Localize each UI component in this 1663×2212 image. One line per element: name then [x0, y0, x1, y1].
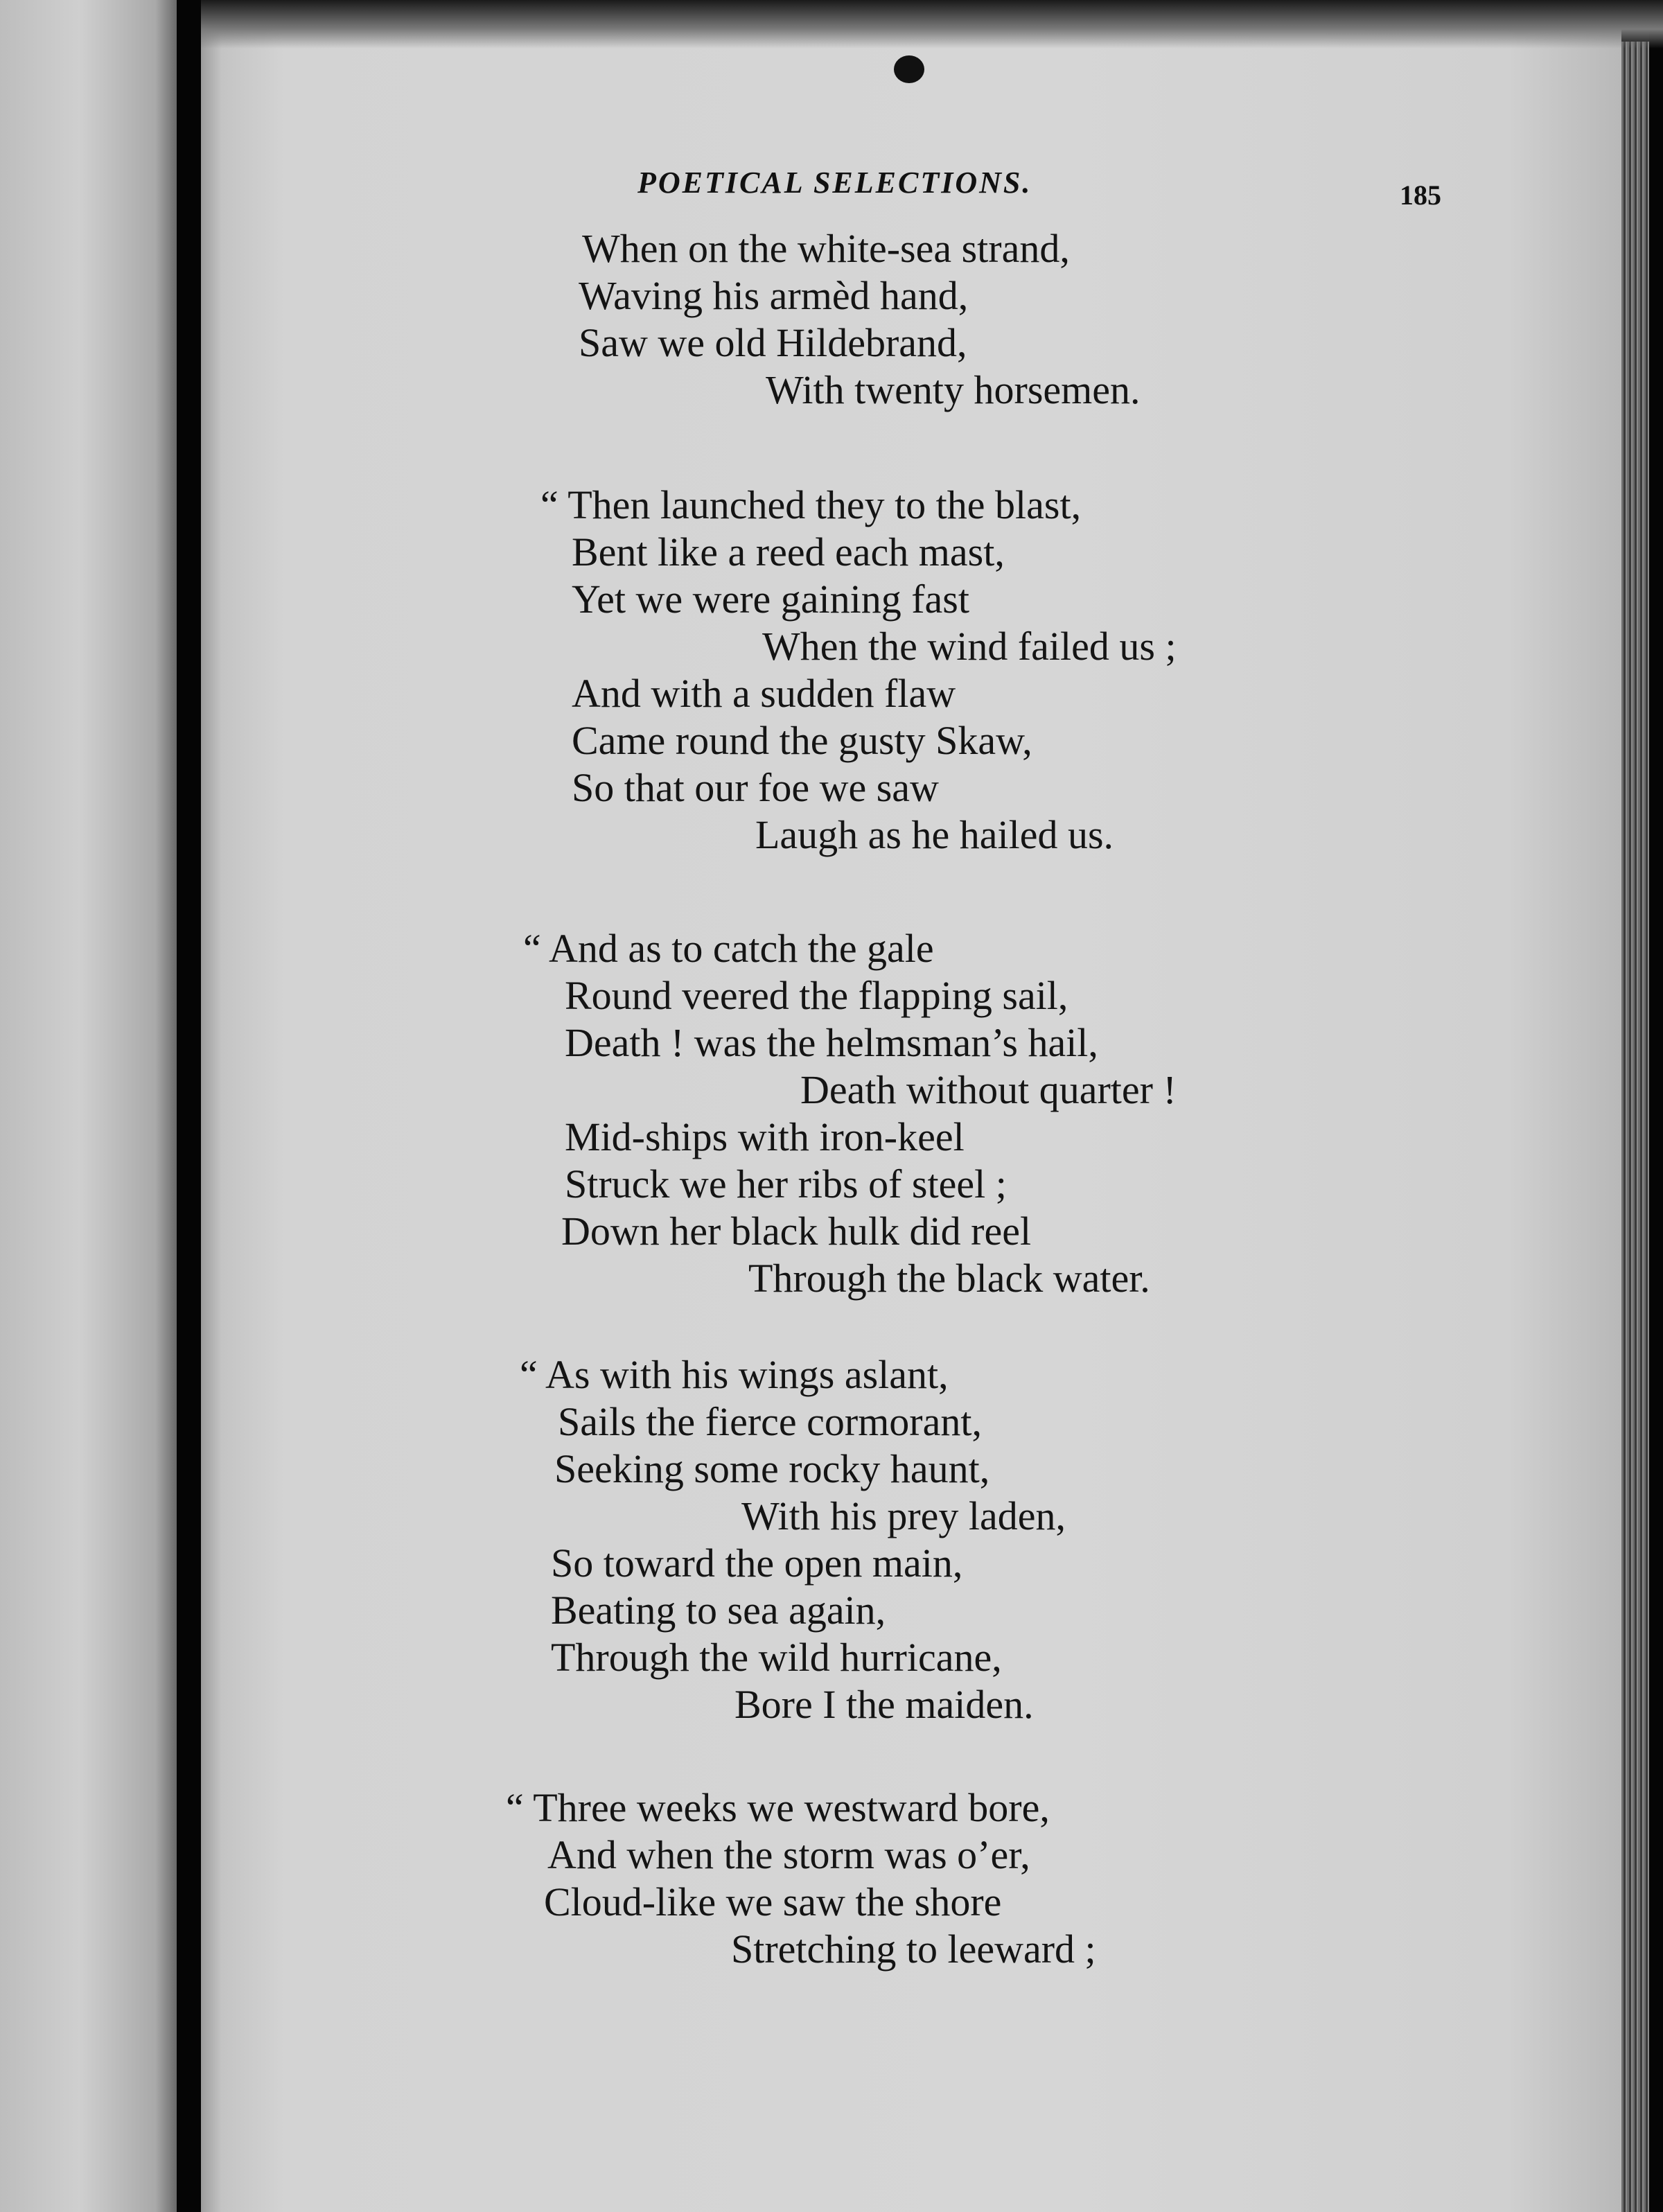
poem-line: “ Three weeks we westward bore, — [506, 1785, 1050, 1830]
poem-line: Beating to sea again, — [551, 1588, 886, 1633]
poem-line: Through the wild hurricane, — [551, 1635, 1002, 1680]
poem-line: When on the white-sea strand, — [582, 226, 1070, 271]
poem-line: “ And as to catch the gale — [523, 926, 934, 971]
ink-blot — [894, 55, 924, 83]
poem-line: And when the storm was o’er, — [547, 1832, 1030, 1877]
poem-line: Struck we her ribs of steel ; — [565, 1161, 1007, 1206]
poem-line: Seeking some rocky haunt, — [554, 1446, 990, 1491]
poem-line: Death ! was the helmsman’s hail, — [565, 1020, 1098, 1065]
poem-line: “ As with his wings aslant, — [520, 1352, 949, 1397]
poem-line: Down her black hulk did reel — [561, 1209, 1032, 1254]
poem-line: Waving his armèd hand, — [579, 273, 969, 318]
page-edges — [1621, 42, 1649, 2212]
poem-line: Bent like a reed each mast, — [572, 529, 1005, 574]
poem-line: Saw we old Hildebrand, — [579, 320, 967, 365]
poem-line: Stretching to leeward ; — [731, 1926, 1096, 1972]
poem-line: Sails the fierce cormorant, — [558, 1399, 982, 1444]
running-title: POETICAL SELECTIONS. — [637, 166, 1032, 200]
poem-line: Cloud-like we saw the shore — [544, 1879, 1002, 1924]
poem-line: Mid-ships with iron-keel — [565, 1114, 965, 1159]
scan-top-shadow — [201, 0, 1663, 49]
poem-line: Round veered the flapping sail, — [565, 973, 1068, 1018]
scan-border — [1649, 0, 1663, 2212]
poem-line: And with a sudden flaw — [572, 671, 956, 716]
poem-line: With twenty horsemen. — [766, 367, 1141, 412]
poem-line: With his prey laden, — [741, 1493, 1066, 1538]
poem-line: So toward the open main, — [551, 1540, 963, 1586]
poem-line: Bore I the maiden. — [734, 1682, 1034, 1727]
previous-page-edge — [0, 0, 177, 2212]
poem-line: So that our foe we saw — [572, 765, 939, 810]
poem-line: Yet we were gaining fast — [572, 577, 969, 622]
book-gutter — [177, 0, 204, 2212]
poem-line: Death without quarter ! — [800, 1067, 1177, 1112]
poem-line: Came round the gusty Skaw, — [572, 718, 1032, 763]
page-number: 185 — [1400, 179, 1441, 211]
poem-line: “ Then launched they to the blast, — [540, 482, 1082, 527]
poem-line: Through the black water. — [748, 1256, 1150, 1301]
poem-line: Laugh as he hailed us. — [755, 812, 1114, 857]
page-header — [637, 165, 1469, 211]
poem-line: When the wind failed us ; — [762, 624, 1177, 669]
